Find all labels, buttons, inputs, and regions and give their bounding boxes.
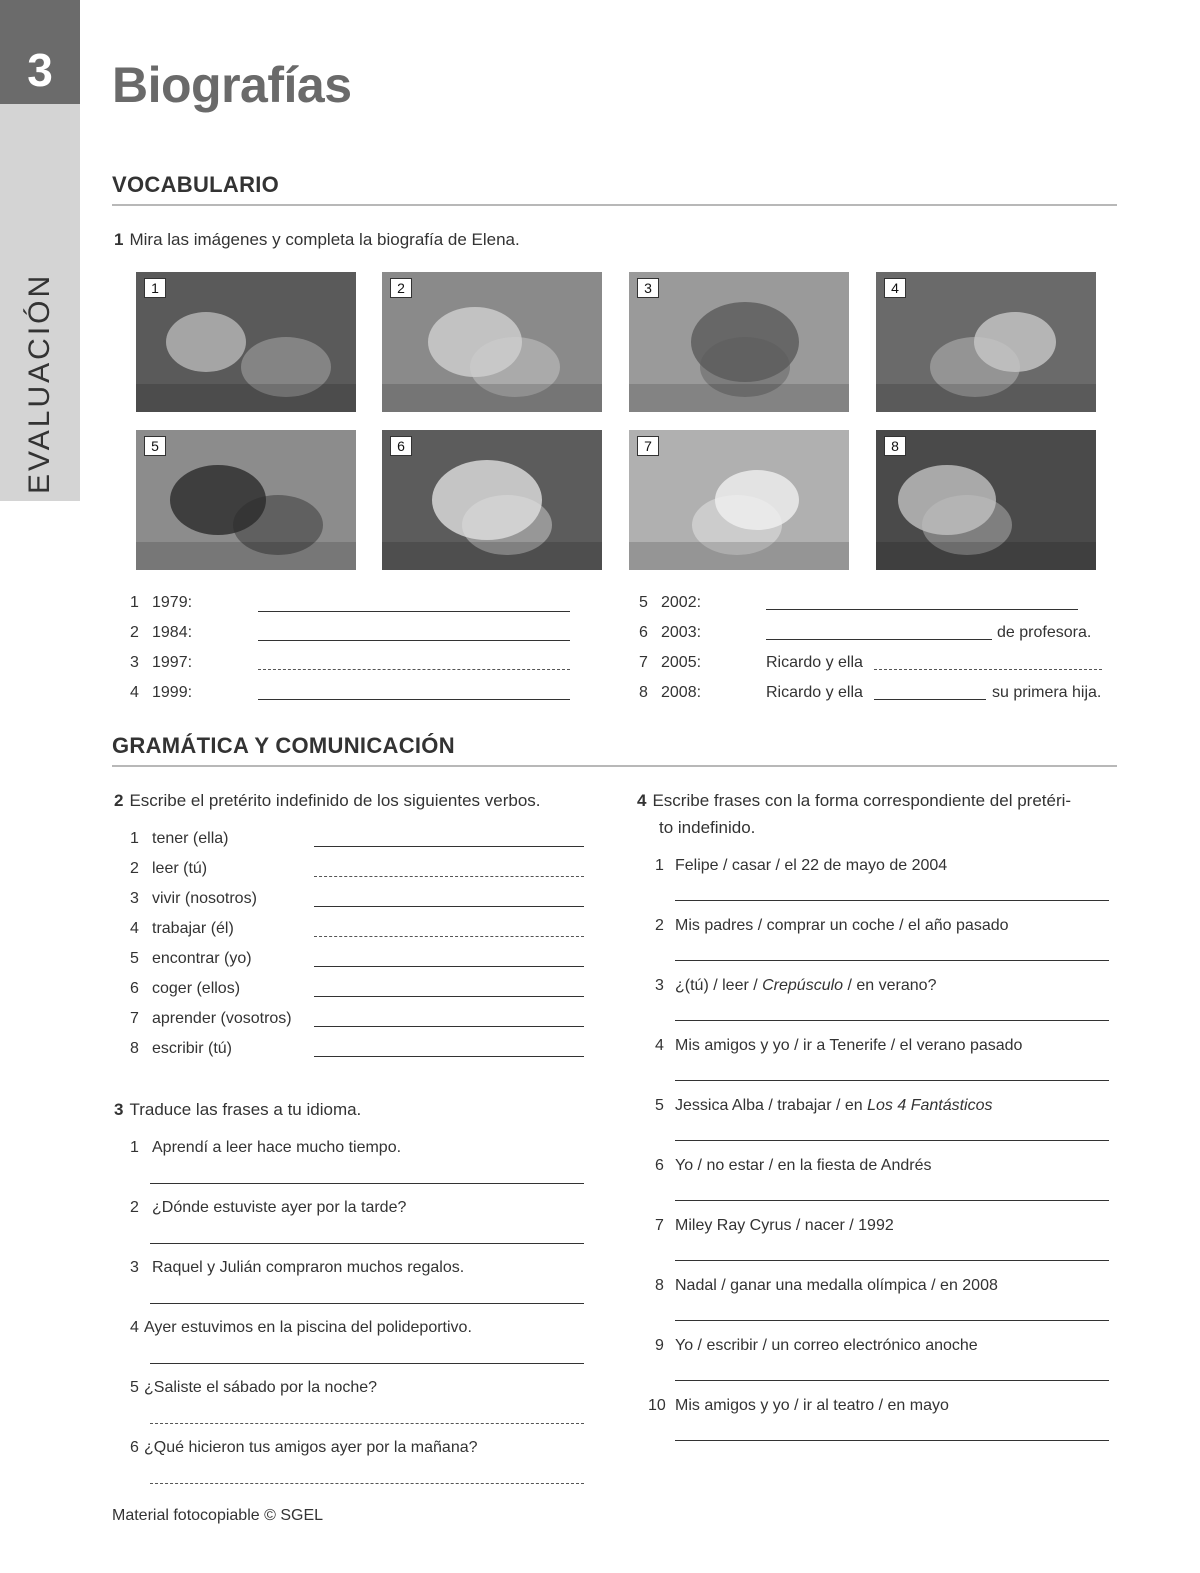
photo-7 [629, 430, 849, 570]
answer-line[interactable] [314, 846, 584, 847]
prompt-text: Jessica Alba / trabajar / en [675, 1097, 868, 1114]
ex4-item-number: 3 [655, 977, 664, 994]
answer-line[interactable] [314, 906, 584, 907]
answer-line[interactable] [258, 699, 570, 700]
photo-number: 3 [637, 278, 659, 298]
answer-line[interactable] [675, 1020, 1109, 1021]
exercise-1-instruction [114, 230, 520, 250]
ex4-item-prompt [675, 977, 936, 995]
answer-line[interactable] [150, 1183, 584, 1184]
vocab-item-year: 1979: [152, 594, 193, 611]
answer-line[interactable] [675, 1440, 1109, 1441]
ex4-item-prompt: Yo / escribir / un correo electrónico anoche [675, 1337, 978, 1354]
photo-image [629, 430, 849, 570]
ex2-item-number: 4 [130, 920, 139, 937]
ex3-item-number: 6 [130, 1439, 139, 1456]
answer-line[interactable] [314, 876, 584, 877]
footer-copyright: Material fotocopiable © SGEL [112, 1507, 324, 1524]
vocab-item-number: 7 [639, 654, 648, 671]
vocab-item-year: 1984: [152, 624, 193, 641]
ex3-item-number: 5 [130, 1379, 139, 1396]
ex4-item-number: 10 [648, 1397, 666, 1414]
exercise-number: 3 [114, 1100, 124, 1119]
ex2-item-number: 1 [130, 830, 139, 847]
ex2-item-verb: leer (tú) [152, 860, 208, 877]
ex2-item-verb: aprender (vosotros) [152, 1010, 292, 1027]
photo-2 [382, 272, 602, 412]
answer-line[interactable] [150, 1243, 584, 1244]
exercise-3-instruction [114, 1100, 361, 1120]
ex3-item-number: 4 [130, 1319, 139, 1336]
ex2-item-number: 7 [130, 1010, 139, 1027]
photo-image [629, 272, 849, 412]
answer-line[interactable] [874, 669, 1102, 670]
side-tab [0, 104, 80, 501]
photo-number: 2 [390, 278, 412, 298]
vocab-item-number: 4 [130, 684, 139, 701]
exercise-number: 2 [114, 791, 124, 810]
ex2-item-number: 2 [130, 860, 139, 877]
photo-3 [629, 272, 849, 412]
ex3-item-sentence: ¿Dónde estuviste ayer por la tarde? [152, 1199, 407, 1216]
ex3-item-number: 2 [130, 1199, 139, 1216]
ex4-item-prompt: Nadal / ganar una medalla olímpica / en 2008 [675, 1277, 998, 1294]
vocab-item-year: 2003: [661, 624, 702, 641]
vocab-item-number: 5 [639, 594, 648, 611]
section-heading-gramatica: GRAMÁTICA Y COMUNICACIÓN [112, 733, 455, 758]
answer-line[interactable] [874, 699, 986, 700]
photo-number: 6 [390, 436, 412, 456]
photo-image [136, 272, 356, 412]
section-rule [112, 204, 1117, 206]
answer-line[interactable] [675, 1380, 1109, 1381]
answer-line[interactable] [675, 1200, 1109, 1201]
section-heading-vocabulario: VOCABULARIO [112, 172, 280, 197]
answer-line[interactable] [314, 1056, 584, 1057]
answer-line[interactable] [675, 1140, 1109, 1141]
photo-image [382, 430, 602, 570]
vocab-item-year: 2005: [661, 654, 702, 671]
photo-number: 4 [884, 278, 906, 298]
answer-line[interactable] [314, 996, 584, 997]
answer-line[interactable] [675, 1320, 1109, 1321]
page-title: Biografías [112, 57, 352, 113]
ex2-item-verb: coger (ellos) [152, 980, 241, 997]
ex3-item-sentence: Aprendí a leer hace mucho tiempo. [152, 1139, 402, 1156]
answer-line[interactable] [150, 1423, 584, 1424]
vocab-item-number: 3 [130, 654, 139, 671]
answer-line[interactable] [150, 1363, 584, 1364]
prompt-text: ¿(tú) / leer / [675, 977, 763, 994]
vocab-item-number: 6 [639, 624, 648, 641]
photo-image [382, 272, 602, 412]
ex3-item-number: 1 [130, 1139, 139, 1156]
ex2-item-verb: vivir (nosotros) [152, 890, 257, 907]
photo-8 [876, 430, 1096, 570]
photo-number: 7 [637, 436, 659, 456]
ex3-item-sentence: ¿Saliste el sábado por la noche? [144, 1379, 378, 1396]
section-rule [112, 765, 1117, 767]
answer-line[interactable] [314, 966, 584, 967]
answer-line[interactable] [258, 640, 570, 641]
answer-line[interactable] [675, 1080, 1109, 1081]
answer-line[interactable] [675, 900, 1109, 901]
prompt-text: / en verano? [843, 977, 937, 994]
ex2-item-number: 3 [130, 890, 139, 907]
exercise-number: 1 [114, 230, 124, 249]
photo-number: 1 [144, 278, 166, 298]
exercise-4-instruction-cont: to indefinido. [659, 818, 756, 837]
ex4-item-number: 8 [655, 1277, 664, 1294]
ex2-item-number: 6 [130, 980, 139, 997]
ex4-item-prompt: Felipe / casar / el 22 de mayo de 2004 [675, 857, 948, 874]
photo-4 [876, 272, 1096, 412]
instruction-text: Escribe frases con la forma correspondiente del pretéri- [652, 791, 1072, 810]
photo-number: 8 [884, 436, 906, 456]
vocab-item-number: 2 [130, 624, 139, 641]
ex2-item-verb: encontrar (yo) [152, 950, 252, 967]
ex4-item-number: 1 [655, 857, 664, 874]
photo-6 [382, 430, 602, 570]
ex2-item-verb: trabajar (él) [152, 920, 234, 937]
ex4-item-number: 9 [655, 1337, 664, 1354]
ex3-item-sentence: Ayer estuvimos en la piscina del polideportivo. [144, 1319, 472, 1336]
exercise-4-instruction [637, 791, 1071, 811]
vocab-prefix: Ricardo y ella [766, 684, 863, 701]
photo-1 [136, 272, 356, 412]
answer-line[interactable] [150, 1303, 584, 1304]
ex2-item-verb: escribir (tú) [152, 1040, 233, 1057]
photo-image [876, 272, 1096, 412]
answer-line[interactable] [675, 960, 1109, 961]
answer-line[interactable] [258, 611, 570, 612]
ex3-item-sentence: Raquel y Julián compraron muchos regalos. [152, 1259, 465, 1276]
exercise-number: 4 [637, 791, 647, 810]
photo-5 [136, 430, 356, 570]
unit-number-tab [0, 0, 80, 104]
vocab-prefix: Ricardo y ella [766, 654, 863, 671]
ex4-item-number: 5 [655, 1097, 664, 1114]
prompt-title: Los 4 Fantásticos [867, 1097, 993, 1114]
photo-image [136, 430, 356, 570]
ex4-item-number: 2 [655, 917, 664, 934]
ex4-item-number: 7 [655, 1217, 664, 1234]
answer-line[interactable] [675, 1260, 1109, 1261]
ex3-item-sentence: ¿Qué hicieron tus amigos ayer por la mañana? [144, 1439, 478, 1456]
ex4-item-number: 4 [655, 1037, 664, 1054]
ex4-item-number: 6 [655, 1157, 664, 1174]
ex4-item-prompt: Mis padres / comprar un coche / el año pasado [675, 917, 1009, 934]
answer-line[interactable] [314, 936, 584, 937]
ex3-item-number: 3 [130, 1259, 139, 1276]
exercise-2-instruction [114, 791, 541, 811]
prompt-title: Crepúsculo [762, 977, 844, 994]
vocab-item-year: 1997: [152, 654, 193, 671]
instruction-text: Mira las imágenes y completa la biografía de Elena. [129, 230, 520, 249]
vocab-suffix: de profesora. [997, 624, 1092, 641]
photo-number: 5 [144, 436, 166, 456]
vocab-suffix: su primera hija. [992, 684, 1102, 701]
side-tab-label: EVALUACIÓN [23, 272, 56, 494]
answer-line[interactable] [258, 669, 570, 670]
ex2-item-number: 8 [130, 1040, 139, 1057]
instruction-text: Escribe el pretérito indefinido de los siguientes verbos. [129, 791, 541, 810]
ex4-item-prompt: Mis amigos y yo / ir al teatro / en mayo [675, 1397, 949, 1414]
answer-line[interactable] [314, 1026, 584, 1027]
vocab-item-number: 1 [130, 594, 139, 611]
ex4-item-prompt: Miley Ray Cyrus / nacer / 1992 [675, 1217, 894, 1234]
ex4-item-prompt: Mis amigos y yo / ir a Tenerife / el verano pasado [675, 1037, 1023, 1054]
ex2-item-verb: tener (ella) [152, 830, 229, 847]
answer-line[interactable] [150, 1483, 584, 1484]
ex4-item-prompt [675, 1097, 993, 1115]
vocab-item-number: 8 [639, 684, 648, 701]
ex4-item-prompt: Yo / no estar / en la fiesta de Andrés [675, 1157, 932, 1174]
instruction-text: Traduce las frases a tu idioma. [129, 1100, 362, 1119]
photo-image [876, 430, 1096, 570]
vocab-item-year: 2002: [661, 594, 702, 611]
answer-line[interactable] [766, 609, 1078, 610]
unit-number: 3 [27, 44, 53, 96]
ex2-item-number: 5 [130, 950, 139, 967]
vocab-item-year: 1999: [152, 684, 193, 701]
answer-line[interactable] [766, 639, 992, 640]
vocab-item-year: 2008: [661, 684, 702, 701]
